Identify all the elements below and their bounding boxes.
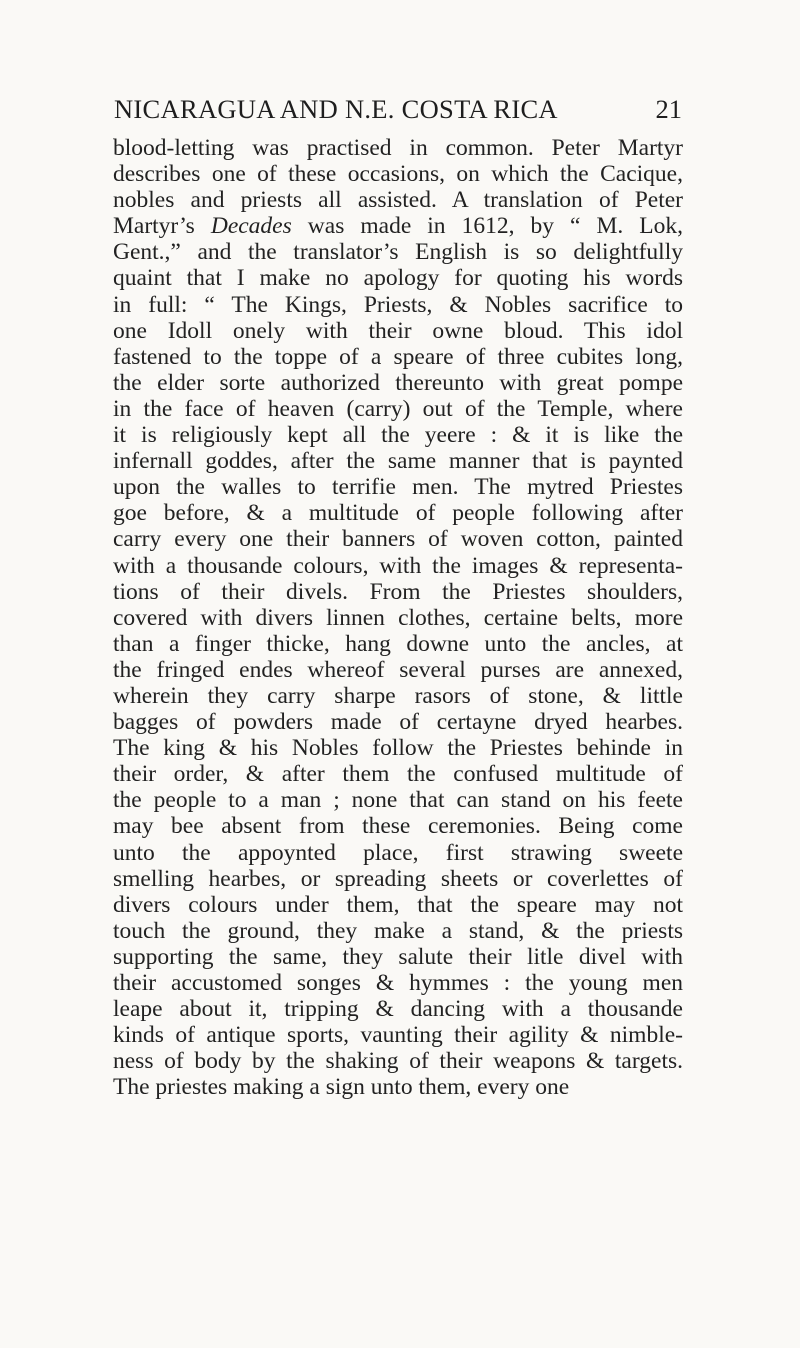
text-line: supporting the same, they salute their litle divel with: [113, 943, 683, 970]
text-line: quaint that I make no apology for quoting his words: [113, 265, 683, 292]
text-line: leape about it, tripping & dancing with a thousande: [113, 996, 683, 1023]
text-line: may bee absent from these ceremonies. Being come: [113, 813, 683, 840]
text-line: carry every one their banners of woven cotton, painted: [113, 526, 683, 553]
text-line: their accustomed songes & hymmes : the young men: [113, 970, 683, 996]
text-line: in full: “ The Kings, Priests, & Nobles sacrifice to: [113, 291, 683, 318]
text-line: than a finger thicke, hang downe unto the ancles, at: [113, 630, 683, 657]
text-segment: Martyr’s: [113, 213, 211, 240]
text-line: upon the walles to terrifie men. The mytred Priestes: [113, 474, 683, 501]
text-line: kinds of antique sports, vaunting their agility & nimble-: [113, 1022, 683, 1049]
text-line: fastened to the toppe of a speare of three cubites long,: [113, 343, 683, 370]
text-line: their order, & after them the confused multitude of: [113, 761, 683, 788]
text-line: bagges of powders made of certayne dryed hearbes.: [113, 709, 683, 736]
italic-title: Decades: [210, 213, 292, 240]
text-line: The king & his Nobles follow the Priestes behinde in: [113, 735, 683, 762]
page-number: 21: [655, 94, 682, 124]
text-line: ness of body by the shaking of their weapons & targets.: [113, 1048, 683, 1075]
text-line: Gent.,” and the translator’s English is so delightfully: [113, 239, 683, 266]
text-line: infernall goddes, after the same manner that is paynted: [113, 448, 683, 475]
text-segment: was made in 1612, by “ M. Lok,: [291, 213, 683, 240]
text-line: smelling hearbes, or spreading sheets or coverlettes of: [113, 865, 683, 892]
text-line: the elder sorte authorized thereunto with great pompe: [113, 369, 683, 396]
text-line: blood-letting was practised in common. Peter Martyr: [113, 135, 683, 161]
text-line: one Idoll onely with their owne bloud. This idol: [113, 317, 683, 344]
text-line: tions of their divels. From the Priestes shoulders,: [113, 578, 683, 605]
text-line: nobles and priests all assisted. A translation of Peter: [113, 187, 683, 214]
text-line: the people to a man ; none that can stand on his feete: [113, 787, 683, 814]
text-line: divers colours under them, that the speare may not: [113, 891, 683, 918]
text-line: with a thousande colours, with the images & representa-: [113, 552, 683, 579]
running-head-title: NICARAGUA AND N.E. COSTA RICA: [114, 94, 558, 124]
text-line: in the face of heaven (carry) out of the Temple, where: [113, 395, 683, 422]
running-head: [110, 92, 682, 126]
text-line: The priestes making a sign unto them, every one: [113, 1074, 570, 1101]
body-text: [113, 135, 683, 1100]
text-line: [113, 213, 683, 239]
text-line: describes one of these occasions, on which the Cacique,: [113, 161, 683, 188]
text-line: the fringed endes whereof several purses are annexed,: [113, 656, 683, 683]
text-line: covered with divers linnen clothes, certaine belts, more: [113, 604, 683, 631]
text-line: unto the appoynted place, first strawing sweete: [113, 839, 683, 866]
text-line: goe before, & a multitude of people following after: [113, 500, 683, 527]
text-line: wherein they carry sharpe rasors of stone, & little: [113, 682, 683, 709]
text-line: it is religiously kept all the yeere : & it is like the: [113, 422, 683, 449]
text-line: touch the ground, they make a stand, & the priests: [113, 917, 683, 944]
